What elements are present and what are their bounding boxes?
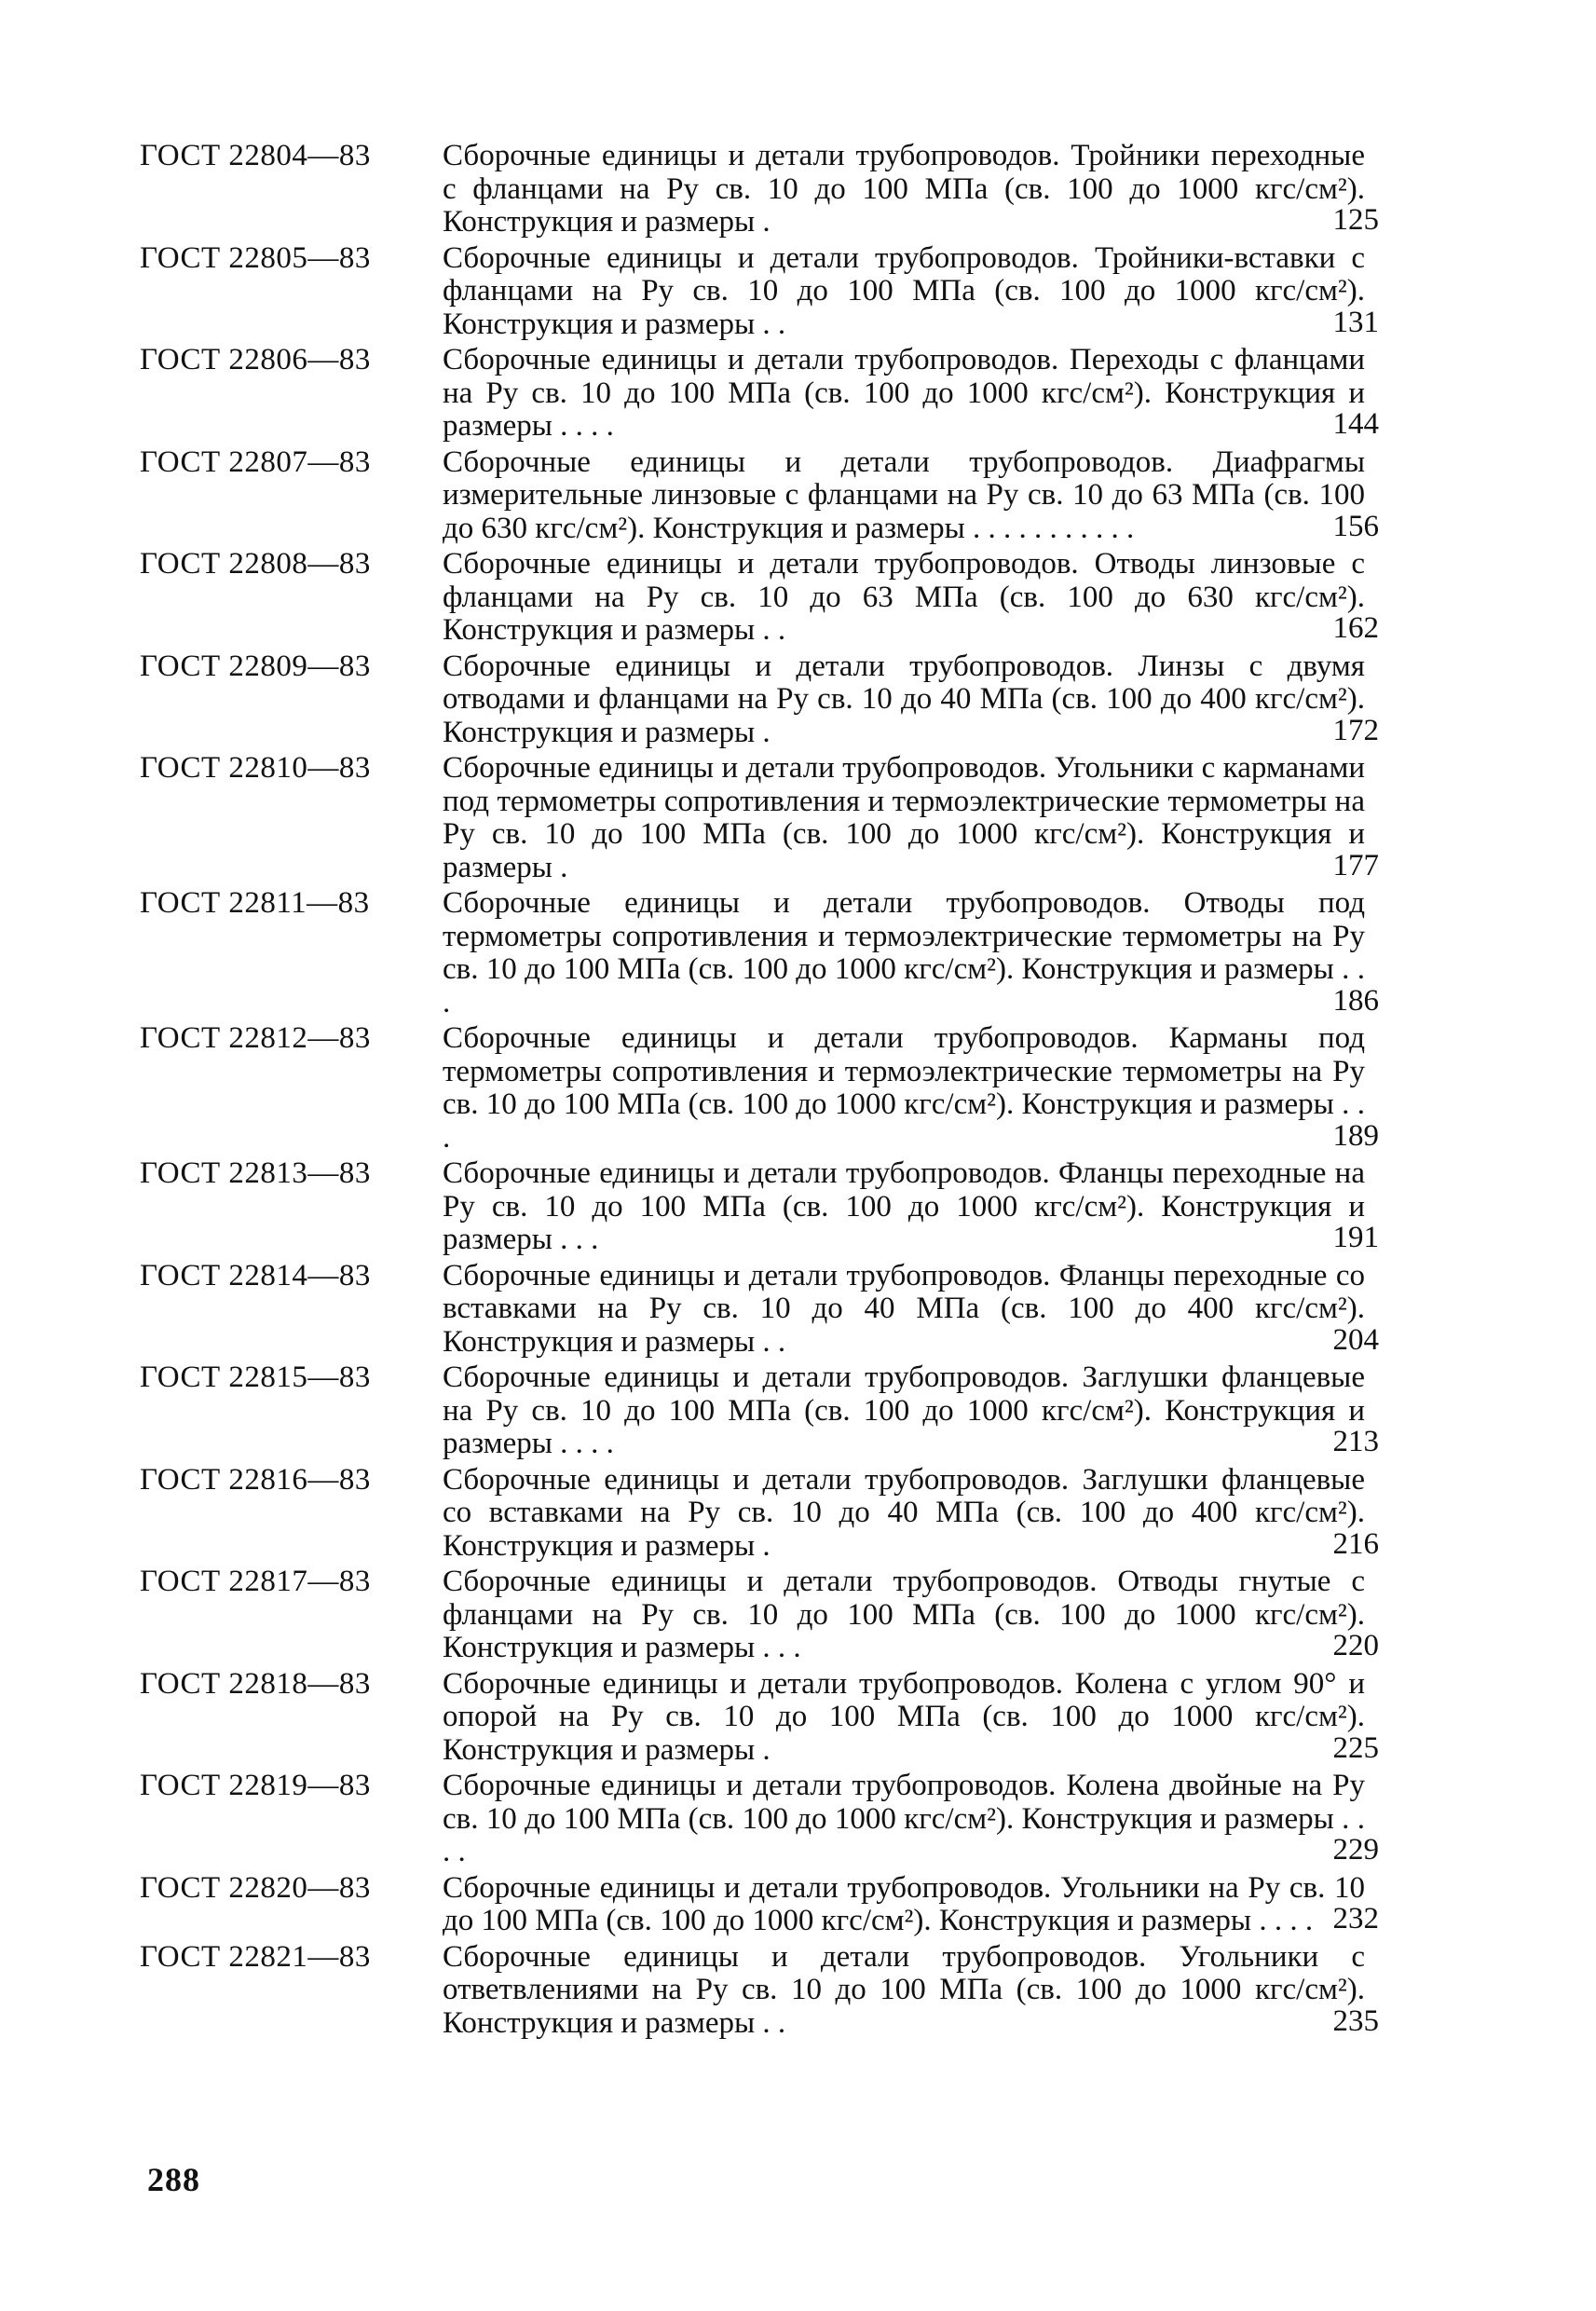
standard-code: ГОСТ 22809—83: [140, 649, 371, 683]
entry-description: Сборочные единицы и детали трубопроводов. Отводы линзовые с фланцами на Рy св. 10 до 63 МПа (св. 100 до 630 кгс/см²). Конструкция и размеры . .: [443, 547, 1365, 647]
toc-entry: [140, 548, 1444, 648]
standard-code: ГОСТ 22818—83: [140, 1666, 371, 1701]
toc-entry: [140, 1668, 1444, 1768]
toc-entry: [140, 1361, 1444, 1461]
standard-code: ГОСТ 22811—83: [140, 886, 370, 920]
standard-code: ГОСТ 22812—83: [140, 1021, 371, 1055]
entry-page-number: 144: [1332, 407, 1379, 441]
entry-page-number: 229: [1332, 1833, 1379, 1867]
standard-code: ГОСТ 22817—83: [140, 1565, 371, 1598]
entry-description: Сборочные единицы и детали трубопроводов. Угольники с ответвлениями на Рy св. 10 до 100 МПа (св. 100 до 1000 кгс/см²). Конструкция и размеры . .: [443, 1939, 1365, 2040]
toc-entry: [140, 650, 1444, 750]
toc-entry: [140, 887, 1444, 1019]
standard-code: ГОСТ 22815—83: [140, 1361, 371, 1394]
toc-entry: [140, 140, 1444, 239]
standard-code: ГОСТ 22813—83: [140, 1156, 371, 1190]
entry-page-number: 220: [1332, 1629, 1379, 1662]
entry-page-number: 216: [1332, 1526, 1379, 1561]
standard-code: ГОСТ 22804—83: [140, 139, 371, 172]
standard-code: ГОСТ 22819—83: [140, 1769, 371, 1802]
standard-code: ГОСТ 22821—83: [140, 1939, 371, 1974]
standard-code: ГОСТ 22806—83: [140, 343, 371, 376]
standard-code: ГОСТ 22805—83: [140, 240, 371, 275]
standard-code: ГОСТ 22814—83: [140, 1258, 371, 1292]
entry-description: Сборочные единицы и детали трубопроводов. Заглушки фланцевые со вставками на Рy св. 10 до 40 МПа (св. 100 до 400 кгс/см²). Конструкция и размеры .: [443, 1462, 1365, 1563]
entry-description: Сборочные единицы и детали трубопроводов. Заглушки фланцевые на Рy св. 10 до 100 МПа (св. 100 до 1000 кгс/см²). Конструкция и размеры . . . .: [443, 1361, 1365, 1460]
standard-code: ГОСТ 22816—83: [140, 1462, 371, 1497]
entry-page-number: 186: [1332, 983, 1379, 1018]
entry-page-number: 225: [1332, 1730, 1379, 1765]
entry-description: Сборочные единицы и детали трубопроводов. Переходы с фланцами на Рy св. 10 до 100 МПа (св. 100 до 1000 кгс/см²). Конструкция и размеры . . . .: [443, 343, 1365, 443]
entry-page-number: 177: [1332, 848, 1379, 882]
entry-description: Сборочные единицы и детали трубопроводов. Угольники на Рy св. 10 до 100 МПа (св. 100 до 1000 кгс/см²). Конструкция и размеры . . . .: [443, 1870, 1365, 1937]
entry-description: Сборочные единицы и детали трубопроводов. Отводы под термометры сопротивления и термоэлектрические термометры на Рy св. 10 до 100 МПа (св. 100 до 1000 кгс/см²). Конструкция и размеры . . .: [443, 886, 1365, 1019]
standard-code: ГОСТ 22807—83: [140, 444, 371, 479]
entry-page-number: 191: [1332, 1221, 1379, 1254]
entry-page-number: 204: [1332, 1322, 1379, 1357]
entry-page-number: 172: [1332, 713, 1379, 747]
toc-entry: [140, 1770, 1444, 1869]
toc-entry: [140, 1872, 1444, 1938]
entry-description: Сборочные единицы и детали трубопроводов. Линзы с двумя отводами и фланцами на Рy св. 10 до 40 МПа (св. 100 до 400 кгс/см²). Конструкция и размеры .: [443, 649, 1365, 749]
toc-entry: [140, 446, 1444, 546]
entry-description: Сборочные единицы и детали трубопроводов. Колена с углом 90° и опорой на Рy св. 10 до 100 МПа (св. 100 до 1000 кгс/см²). Конструкция и размеры .: [443, 1666, 1365, 1767]
entry-description: Сборочные единицы и детали трубопроводов. Колена двойные на Рy св. 10 до 100 МПа (св. 100 до 1000 кгс/см²). Конструкция и размеры . . . .: [443, 1769, 1365, 1868]
entry-description: Сборочные единицы и детали трубопроводов. Карманы под термометры сопротивления и термоэлектрические термометры на Рy св. 10 до 100 МПа (св. 100 до 1000 кгс/см²). Конструкция и размеры . . .: [443, 1021, 1365, 1155]
toc-entry: [140, 1941, 1444, 2041]
toc-list: [140, 140, 1444, 2043]
toc-entry: [140, 242, 1444, 342]
entry-page-number: 189: [1332, 1118, 1379, 1153]
toc-entry: [140, 1260, 1444, 1360]
toc-entry: [140, 1464, 1444, 1564]
standard-code: ГОСТ 22808—83: [140, 547, 371, 581]
toc-entry: [140, 752, 1444, 884]
entry-description: Сборочные единицы и детали трубопроводов. Тройники-вставки с фланцами на Рy св. 10 до 100 МПа (св. 100 до 1000 кгс/см²). Конструкция и размеры . .: [443, 240, 1365, 341]
entry-description: Сборочные единицы и детали трубопроводов. Угольники с карманами под термометры сопротивления и термоэлектрические термометры на Рy св. 10 до 100 МПа (св. 100 до 1000 кгс/см²). Конструкция и размеры .: [443, 751, 1365, 884]
entry-page-number: 235: [1332, 2003, 1379, 2038]
entry-page-number: 162: [1332, 611, 1379, 645]
entry-description: Сборочные единицы и детали трубопроводов. Отводы гнутые с фланцами на Рy св. 10 до 100 МПа (св. 100 до 1000 кгс/см²). Конструкция и размеры . . .: [443, 1565, 1365, 1664]
page-number: 288: [147, 2161, 200, 2198]
standard-code: ГОСТ 22820—83: [140, 1870, 371, 1905]
standard-code: ГОСТ 22810—83: [140, 751, 371, 785]
entry-page-number: 131: [1332, 305, 1379, 339]
entry-description: Сборочные единицы и детали трубопроводов. Тройники переходные с фланцами на Рy св. 10 до 100 МПа (св. 100 до 1000 кгс/см²). Конструкция и размеры .: [443, 139, 1365, 239]
toc-entry: [140, 1157, 1444, 1257]
entry-description: Сборочные единицы и детали трубопроводов. Фланцы переходные на Рy св. 10 до 100 МПа (св. 100 до 1000 кгс/см²). Конструкция и размеры . . .: [443, 1156, 1365, 1256]
entry-page-number: 213: [1332, 1425, 1379, 1458]
toc-entry: [140, 1566, 1444, 1665]
entry-page-number: 125: [1332, 203, 1379, 237]
entry-description: Сборочные единицы и детали трубопроводов. Диафрагмы измерительные линзовые с фланцами на Рy св. 10 до 63 МПа (св. 100 до 630 кгс/см²). Конструкция и размеры . . . . . . . . . . .: [443, 444, 1365, 545]
entry-description: Сборочные единицы и детали трубопроводов. Фланцы переходные со вставками на Рy св. 10 до 40 МПа (св. 100 до 400 кгс/см²). Конструкция и размеры . .: [443, 1258, 1365, 1359]
toc-entry: [140, 344, 1444, 444]
toc-entry: [140, 1022, 1444, 1155]
entry-page-number: 232: [1332, 1902, 1379, 1935]
entry-page-number: 156: [1332, 509, 1379, 543]
